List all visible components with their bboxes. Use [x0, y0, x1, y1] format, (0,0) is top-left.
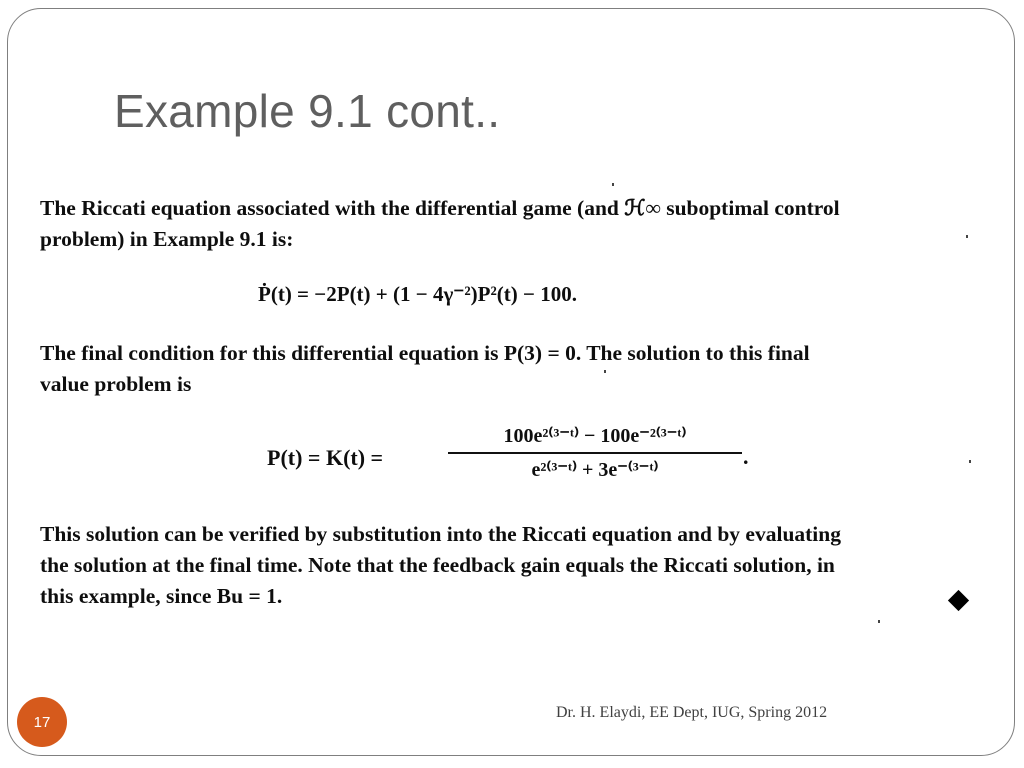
text-line: The final condition for this differential equation is P(3) = 0. The solution to this final [40, 341, 810, 365]
solution-period: . [743, 444, 749, 469]
end-of-example-diamond-icon [948, 590, 969, 611]
scan-speck [878, 620, 880, 623]
text-line: This solution can be verified by substitution into the Riccati equation and by evaluating [40, 522, 841, 546]
scan-speck [966, 235, 968, 238]
paragraph-verification [40, 519, 841, 612]
text-line: the solution at the final time. Note that the feedback gain equals the Riccati solution, in [40, 553, 835, 577]
text-line: value problem is [40, 372, 192, 396]
riccati-equation: Ṗ(t) = −2P(t) + (1 − 4γ⁻²)P²(t) − 100. [258, 282, 577, 306]
slide-number: 17 [33, 713, 51, 731]
scan-speck [969, 460, 971, 463]
footer-credit: Dr. H. Elaydi, EE Dept, IUG, Spring 2012 [556, 704, 828, 721]
slide-number-badge [17, 697, 67, 747]
text-line: problem) in Example 9.1 is: [40, 227, 294, 251]
paragraph-final-condition [40, 338, 810, 400]
fraction-bar [448, 452, 742, 454]
fraction-numerator: 100e²⁽³⁻ᵗ⁾ − 100e⁻²⁽³⁻ᵗ⁾ [503, 425, 687, 447]
fraction-denominator: e²⁽³⁻ᵗ⁾ + 3e⁻⁽³⁻ᵗ⁾ [531, 459, 659, 481]
text-line: The Riccati equation associated with the differential game (and ℋ∞ suboptimal control [40, 196, 840, 220]
solution-equation-lhs: P(t) = K(t) = [267, 445, 384, 470]
scanned-textbook-excerpt [40, 180, 980, 630]
solution-fraction [448, 423, 742, 482]
slide-title: Example 9.1 cont.. [114, 85, 501, 137]
scan-speck [612, 183, 614, 186]
scan-speck [604, 370, 606, 373]
paragraph-riccati-intro [40, 193, 840, 255]
text-line: this example, since Bu = 1. [40, 584, 283, 608]
